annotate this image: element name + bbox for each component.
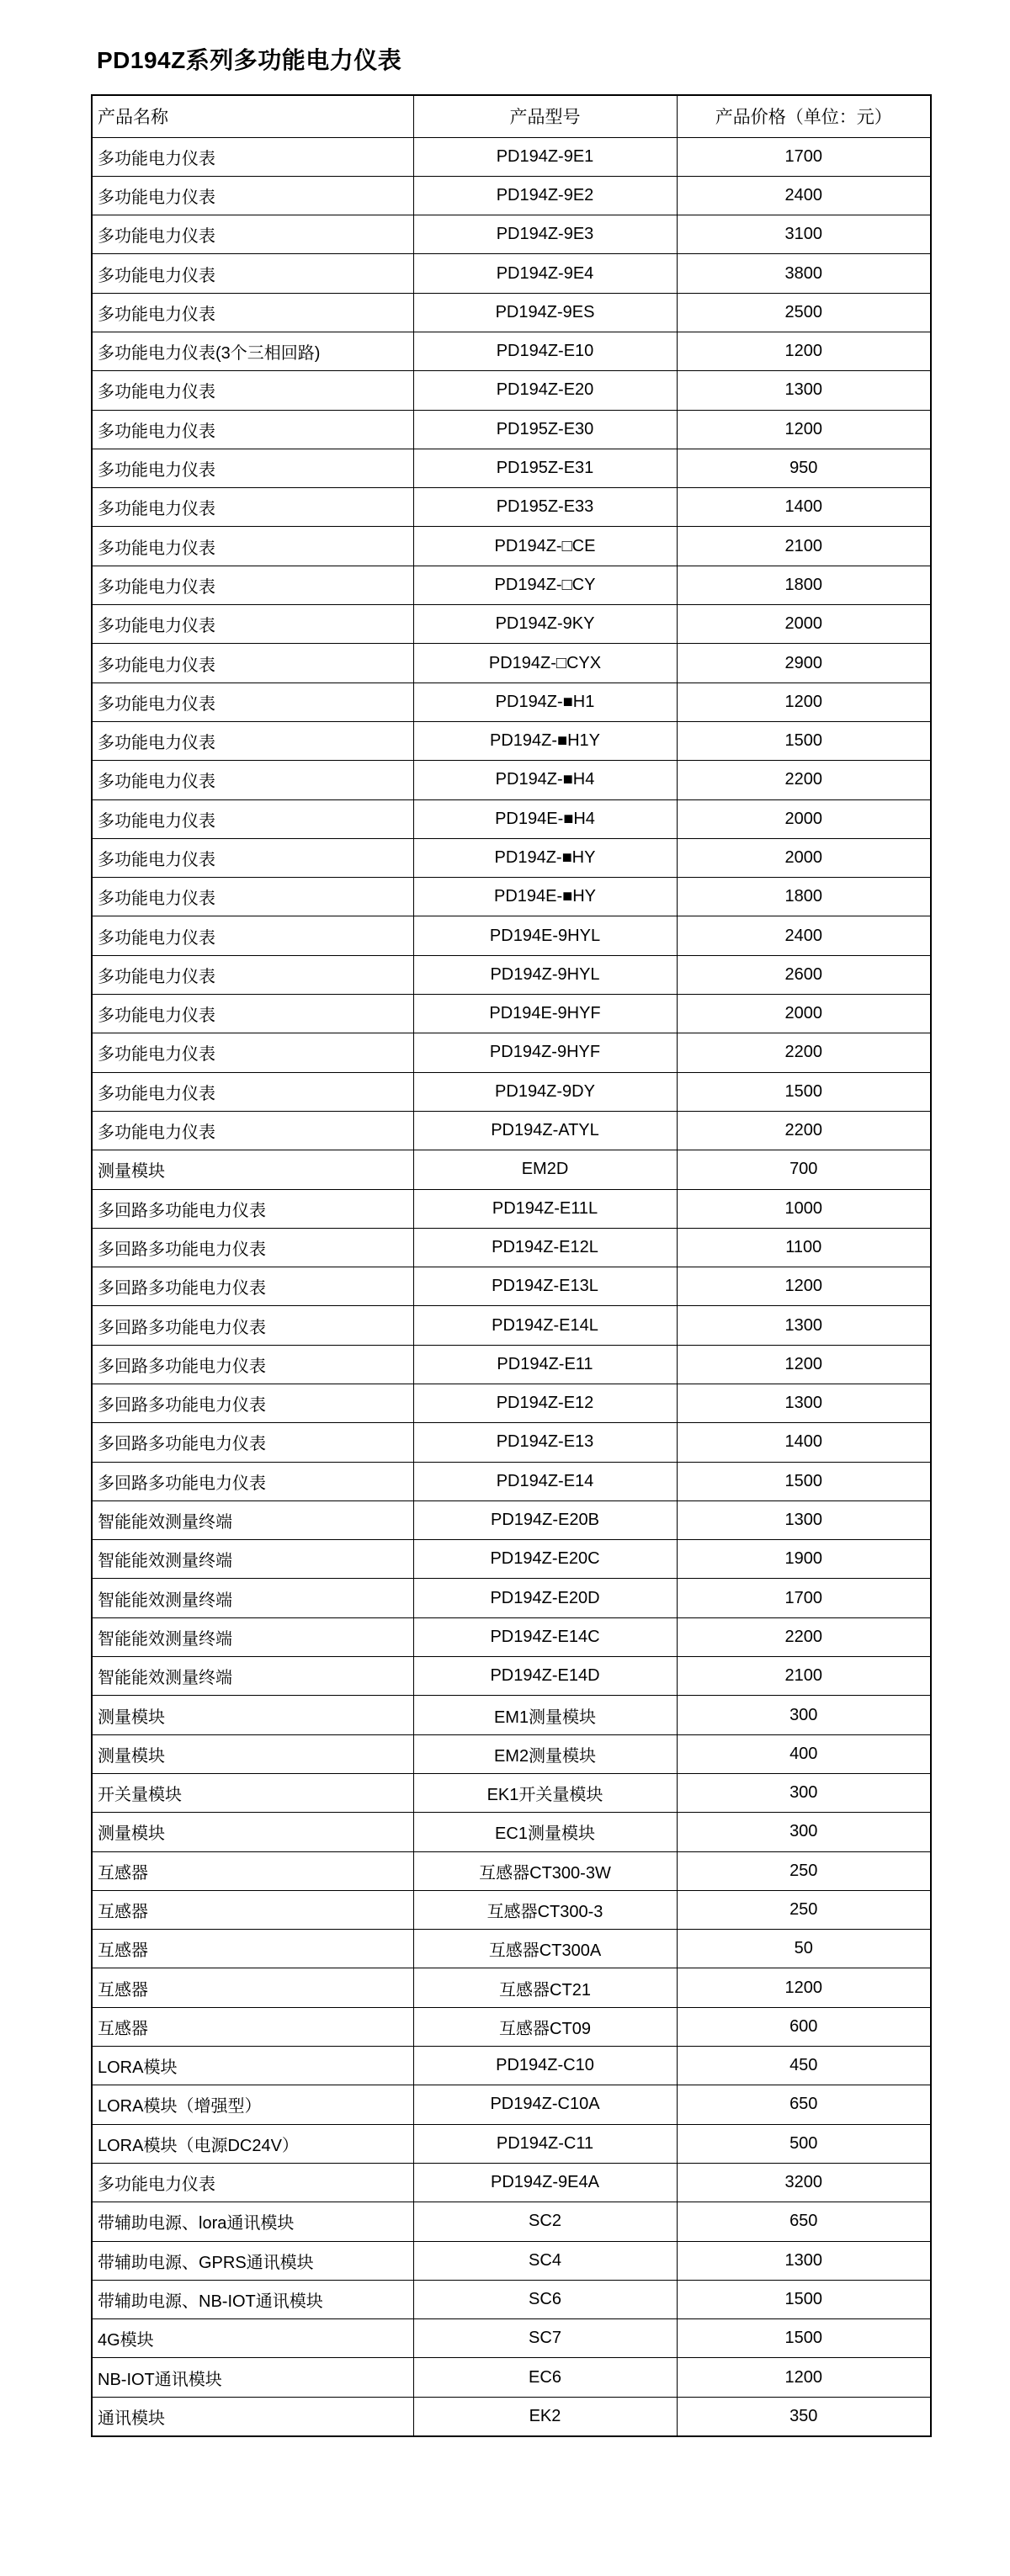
cell-product-name: 互感器 <box>92 1890 413 1929</box>
table-row <box>92 1306 931 1345</box>
cell-product-model: SC7 <box>413 2319 677 2358</box>
cell-product-price: 300 <box>677 1813 931 1851</box>
table-row <box>92 2047 931 2085</box>
cell-product-name: 多功能电力仪表 <box>92 137 413 176</box>
cell-product-model: PD194E-■H4 <box>413 799 677 838</box>
cell-product-price: 1200 <box>677 1968 931 2007</box>
table-row <box>92 2124 931 2163</box>
cell-product-price: 3200 <box>677 2163 931 2202</box>
cell-product-model: PD194Z-9HYL <box>413 955 677 994</box>
table-row <box>92 1851 931 1890</box>
cell-product-price: 300 <box>677 1696 931 1734</box>
cell-product-price: 2200 <box>677 1033 931 1072</box>
cell-product-price: 3800 <box>677 254 931 293</box>
header-product-model: 产品型号 <box>413 95 677 137</box>
table-row <box>92 332 931 370</box>
cell-product-price: 300 <box>677 1773 931 1812</box>
cell-product-price: 1800 <box>677 566 931 604</box>
cell-product-price: 2000 <box>677 838 931 877</box>
cell-product-name: 多功能电力仪表 <box>92 488 413 527</box>
cell-product-model: PD194Z-E14L <box>413 1306 677 1345</box>
cell-product-price: 1300 <box>677 2241 931 2280</box>
cell-product-model: PD194Z-E12L <box>413 1228 677 1267</box>
table-row <box>92 1228 931 1267</box>
cell-product-model: PD194Z-E10 <box>413 332 677 370</box>
table-row <box>92 1345 931 1384</box>
cell-product-price: 1100 <box>677 1228 931 1267</box>
cell-product-price: 2200 <box>677 1111 931 1150</box>
cell-product-name: 带辅助电源、GPRS通讯模块 <box>92 2241 413 2280</box>
cell-product-price: 2400 <box>677 176 931 215</box>
cell-product-name: 多功能电力仪表 <box>92 605 413 644</box>
cell-product-name: 测量模块 <box>92 1150 413 1189</box>
cell-product-model: 互感器CT21 <box>413 1968 677 2007</box>
cell-product-name: 带辅助电源、NB-IOT通讯模块 <box>92 2280 413 2318</box>
cell-product-model: PD194Z-9E3 <box>413 215 677 254</box>
cell-product-model: PD195Z-E31 <box>413 449 677 487</box>
cell-product-price: 1900 <box>677 1540 931 1579</box>
table-row <box>92 488 931 527</box>
cell-product-price: 1200 <box>677 1345 931 1384</box>
cell-product-name: 多功能电力仪表 <box>92 955 413 994</box>
cell-product-price: 350 <box>677 2397 931 2435</box>
table-row <box>92 1111 931 1150</box>
cell-product-name: 多功能电力仪表 <box>92 995 413 1033</box>
cell-product-name: 多回路多功能电力仪表 <box>92 1189 413 1228</box>
cell-product-name: 多功能电力仪表 <box>92 1033 413 1072</box>
cell-product-price: 1500 <box>677 721 931 760</box>
cell-product-name: 多功能电力仪表(3个三相回路) <box>92 332 413 370</box>
cell-product-model: PD194Z-9E2 <box>413 176 677 215</box>
cell-product-model: PD194Z-ATYL <box>413 1111 677 1150</box>
table-row <box>92 1579 931 1617</box>
cell-product-model: 互感器CT300A <box>413 1930 677 1968</box>
cell-product-model: PD194Z-9E4 <box>413 254 677 293</box>
cell-product-name: 智能能效测量终端 <box>92 1579 413 1617</box>
cell-product-price: 400 <box>677 1734 931 1773</box>
cell-product-name: 测量模块 <box>92 1696 413 1734</box>
table-row <box>92 1890 931 1929</box>
table-row <box>92 605 931 644</box>
cell-product-name: 多回路多功能电力仪表 <box>92 1228 413 1267</box>
cell-product-model: PD194Z-E20D <box>413 1579 677 1617</box>
cell-product-name: 多功能电力仪表 <box>92 566 413 604</box>
cell-product-name: 多功能电力仪表 <box>92 215 413 254</box>
cell-product-name: 多功能电力仪表 <box>92 799 413 838</box>
table-row <box>92 293 931 332</box>
cell-product-price: 1500 <box>677 1462 931 1500</box>
table-header-row <box>92 95 931 137</box>
cell-product-model: PD194E-9HYF <box>413 995 677 1033</box>
cell-product-model: PD194Z-C10A <box>413 2085 677 2124</box>
cell-product-name: 多功能电力仪表 <box>92 410 413 449</box>
cell-product-model: PD194Z-■H1Y <box>413 721 677 760</box>
cell-product-name: 互感器 <box>92 1851 413 1890</box>
cell-product-model: EC1测量模块 <box>413 1813 677 1851</box>
table-row <box>92 799 931 838</box>
cell-product-model: PD194Z-9ES <box>413 293 677 332</box>
cell-product-model: PD194Z-E14C <box>413 1617 677 1656</box>
cell-product-model: SC6 <box>413 2280 677 2318</box>
table-row <box>92 371 931 410</box>
cell-product-price: 2200 <box>677 761 931 799</box>
table-row <box>92 2085 931 2124</box>
table-row <box>92 137 931 176</box>
cell-product-model: 互感器CT300-3 <box>413 1890 677 1929</box>
cell-product-price: 2500 <box>677 293 931 332</box>
cell-product-price: 2000 <box>677 995 931 1033</box>
cell-product-price: 2000 <box>677 605 931 644</box>
cell-product-model: PD194E-■HY <box>413 878 677 916</box>
cell-product-model: PD195Z-E30 <box>413 410 677 449</box>
cell-product-price: 700 <box>677 1150 931 1189</box>
cell-product-name: NB-IOT通讯模块 <box>92 2358 413 2397</box>
header-product-price: 产品价格（单位：元） <box>677 95 931 137</box>
table-row <box>92 1657 931 1696</box>
cell-product-name: 智能能效测量终端 <box>92 1617 413 1656</box>
table-row <box>92 566 931 604</box>
table-row <box>92 1968 931 2007</box>
cell-product-model: EM2D <box>413 1150 677 1189</box>
cell-product-model: SC2 <box>413 2202 677 2241</box>
table-row <box>92 2007 931 2046</box>
cell-product-price: 2600 <box>677 955 931 994</box>
table-row <box>92 1540 931 1579</box>
cell-product-price: 1300 <box>677 371 931 410</box>
cell-product-name: 多功能电力仪表 <box>92 1072 413 1111</box>
cell-product-model: PD194Z-E14D <box>413 1657 677 1696</box>
cell-product-price: 2900 <box>677 644 931 683</box>
cell-product-price: 650 <box>677 2202 931 2241</box>
cell-product-name: 互感器 <box>92 2007 413 2046</box>
cell-product-model: EM2测量模块 <box>413 1734 677 1773</box>
cell-product-price: 1700 <box>677 137 931 176</box>
cell-product-name: 智能能效测量终端 <box>92 1540 413 1579</box>
cell-product-model: PD194Z-■HY <box>413 838 677 877</box>
cell-product-price: 2000 <box>677 799 931 838</box>
cell-product-price: 1700 <box>677 1579 931 1617</box>
cell-product-model: PD194Z-9KY <box>413 605 677 644</box>
cell-product-name: 互感器 <box>92 1930 413 1968</box>
cell-product-name: 多功能电力仪表 <box>92 838 413 877</box>
cell-product-model: PD194Z-9DY <box>413 1072 677 1111</box>
cell-product-name: 互感器 <box>92 1968 413 2007</box>
cell-product-name: 多功能电力仪表 <box>92 176 413 215</box>
cell-product-model: EK2 <box>413 2397 677 2435</box>
cell-product-model: PD194Z-■H4 <box>413 761 677 799</box>
cell-product-price: 600 <box>677 2007 931 2046</box>
table-row <box>92 215 931 254</box>
cell-product-model: PD194Z-E11L <box>413 1189 677 1228</box>
table-row <box>92 721 931 760</box>
cell-product-model: PD194Z-9E1 <box>413 137 677 176</box>
cell-product-name: 多功能电力仪表 <box>92 371 413 410</box>
cell-product-name: 通讯模块 <box>92 2397 413 2435</box>
cell-product-model: PD194Z-E20B <box>413 1500 677 1539</box>
cell-product-model: EK1开关量模块 <box>413 1773 677 1812</box>
table-row <box>92 2202 931 2241</box>
cell-product-price: 2200 <box>677 1617 931 1656</box>
cell-product-name: 多功能电力仪表 <box>92 644 413 683</box>
cell-product-model: EM1测量模块 <box>413 1696 677 1734</box>
table-row <box>92 1267 931 1306</box>
table-row <box>92 1072 931 1111</box>
cell-product-price: 2400 <box>677 916 931 955</box>
cell-product-name: 多回路多功能电力仪表 <box>92 1423 413 1462</box>
cell-product-model: PD194Z-E13 <box>413 1423 677 1462</box>
cell-product-price: 1500 <box>677 1072 931 1111</box>
cell-product-price: 1500 <box>677 2319 931 2358</box>
cell-product-name: 带辅助电源、lora通讯模块 <box>92 2202 413 2241</box>
table-row <box>92 1813 931 1851</box>
cell-product-name: LORA模块 <box>92 2047 413 2085</box>
cell-product-price: 1200 <box>677 332 931 370</box>
cell-product-name: 测量模块 <box>92 1813 413 1851</box>
cell-product-model: 互感器CT300-3W <box>413 1851 677 1890</box>
cell-product-model: PD194Z-□CY <box>413 566 677 604</box>
cell-product-price: 450 <box>677 2047 931 2085</box>
cell-product-name: 多功能电力仪表 <box>92 293 413 332</box>
cell-product-price: 1300 <box>677 1500 931 1539</box>
product-price-table <box>91 94 932 2437</box>
table-row <box>92 838 931 877</box>
cell-product-price: 250 <box>677 1890 931 1929</box>
cell-product-model: PD194Z-E20 <box>413 371 677 410</box>
cell-product-name: 多功能电力仪表 <box>92 2163 413 2202</box>
cell-product-name: 多功能电力仪表 <box>92 916 413 955</box>
table-row <box>92 2163 931 2202</box>
cell-product-price: 1400 <box>677 488 931 527</box>
cell-product-model: PD194Z-9E4A <box>413 2163 677 2202</box>
cell-product-price: 1500 <box>677 2280 931 2318</box>
table-row <box>92 527 931 566</box>
table-row <box>92 683 931 721</box>
table-row <box>92 1150 931 1189</box>
table-row <box>92 2358 931 2397</box>
cell-product-price: 1000 <box>677 1189 931 1228</box>
cell-product-model: PD194Z-E14 <box>413 1462 677 1500</box>
table-row <box>92 2280 931 2318</box>
table-row <box>92 1384 931 1423</box>
cell-product-price: 1300 <box>677 1384 931 1423</box>
cell-product-name: 多功能电力仪表 <box>92 254 413 293</box>
cell-product-name: 多回路多功能电力仪表 <box>92 1267 413 1306</box>
cell-product-name: 多功能电力仪表 <box>92 1111 413 1150</box>
table-row <box>92 1189 931 1228</box>
table-row <box>92 1462 931 1500</box>
cell-product-model: SC4 <box>413 2241 677 2280</box>
cell-product-name: LORA模块（增强型） <box>92 2085 413 2124</box>
table-row <box>92 449 931 487</box>
table-row <box>92 2319 931 2358</box>
cell-product-name: 多功能电力仪表 <box>92 449 413 487</box>
cell-product-price: 2100 <box>677 1657 931 1696</box>
cell-product-model: PD194Z-□CYX <box>413 644 677 683</box>
table-row <box>92 878 931 916</box>
cell-product-price: 1300 <box>677 1306 931 1345</box>
table-row <box>92 1423 931 1462</box>
cell-product-price: 500 <box>677 2124 931 2163</box>
cell-product-name: LORA模块（电源DC24V） <box>92 2124 413 2163</box>
cell-product-model: PD194Z-C10 <box>413 2047 677 2085</box>
cell-product-price: 950 <box>677 449 931 487</box>
cell-product-model: PD194Z-C11 <box>413 2124 677 2163</box>
table-row <box>92 916 931 955</box>
cell-product-model: PD194Z-E13L <box>413 1267 677 1306</box>
cell-product-name: 多功能电力仪表 <box>92 527 413 566</box>
cell-product-name: 智能能效测量终端 <box>92 1657 413 1696</box>
table-row <box>92 176 931 215</box>
table-row <box>92 761 931 799</box>
cell-product-model: PD194Z-E12 <box>413 1384 677 1423</box>
table-row <box>92 955 931 994</box>
cell-product-price: 50 <box>677 1930 931 1968</box>
cell-product-name: 多功能电力仪表 <box>92 683 413 721</box>
cell-product-model: PD195Z-E33 <box>413 488 677 527</box>
cell-product-name: 4G模块 <box>92 2319 413 2358</box>
cell-product-name: 多功能电力仪表 <box>92 721 413 760</box>
cell-product-name: 多回路多功能电力仪表 <box>92 1345 413 1384</box>
cell-product-name: 开关量模块 <box>92 1773 413 1812</box>
cell-product-model: PD194Z-9HYF <box>413 1033 677 1072</box>
table-row <box>92 410 931 449</box>
table-row <box>92 1033 931 1072</box>
cell-product-price: 1200 <box>677 410 931 449</box>
table-row <box>92 1696 931 1734</box>
page-title: PD194Z系列多功能电力仪表 <box>97 47 402 73</box>
cell-product-price: 250 <box>677 1851 931 1890</box>
cell-product-name: 多功能电力仪表 <box>92 761 413 799</box>
table-body <box>92 137 931 2436</box>
cell-product-price: 1400 <box>677 1423 931 1462</box>
table-row <box>92 1773 931 1812</box>
cell-product-model: PD194Z-■H1 <box>413 683 677 721</box>
table-row <box>92 644 931 683</box>
cell-product-name: 多回路多功能电力仪表 <box>92 1462 413 1500</box>
table-row <box>92 995 931 1033</box>
cell-product-model: PD194Z-E20C <box>413 1540 677 1579</box>
cell-product-model: PD194Z-E11 <box>413 1345 677 1384</box>
cell-product-price: 2100 <box>677 527 931 566</box>
cell-product-name: 多回路多功能电力仪表 <box>92 1306 413 1345</box>
table-row <box>92 254 931 293</box>
header-product-name: 产品名称 <box>92 95 413 137</box>
table-row <box>92 1617 931 1656</box>
cell-product-price: 1200 <box>677 1267 931 1306</box>
cell-product-price: 1200 <box>677 2358 931 2397</box>
cell-product-name: 多回路多功能电力仪表 <box>92 1384 413 1423</box>
cell-product-model: PD194E-9HYL <box>413 916 677 955</box>
cell-product-name: 测量模块 <box>92 1734 413 1773</box>
table-row <box>92 1734 931 1773</box>
table-row <box>92 2241 931 2280</box>
cell-product-name: 多功能电力仪表 <box>92 878 413 916</box>
cell-product-price: 3100 <box>677 215 931 254</box>
cell-product-model: 互感器CT09 <box>413 2007 677 2046</box>
cell-product-price: 1200 <box>677 683 931 721</box>
cell-product-model: PD194Z-□CE <box>413 527 677 566</box>
cell-product-price: 650 <box>677 2085 931 2124</box>
table-row <box>92 2397 931 2435</box>
cell-product-name: 智能能效测量终端 <box>92 1500 413 1539</box>
table-row <box>92 1500 931 1539</box>
table-row <box>92 1930 931 1968</box>
cell-product-price: 1800 <box>677 878 931 916</box>
cell-product-model: EC6 <box>413 2358 677 2397</box>
